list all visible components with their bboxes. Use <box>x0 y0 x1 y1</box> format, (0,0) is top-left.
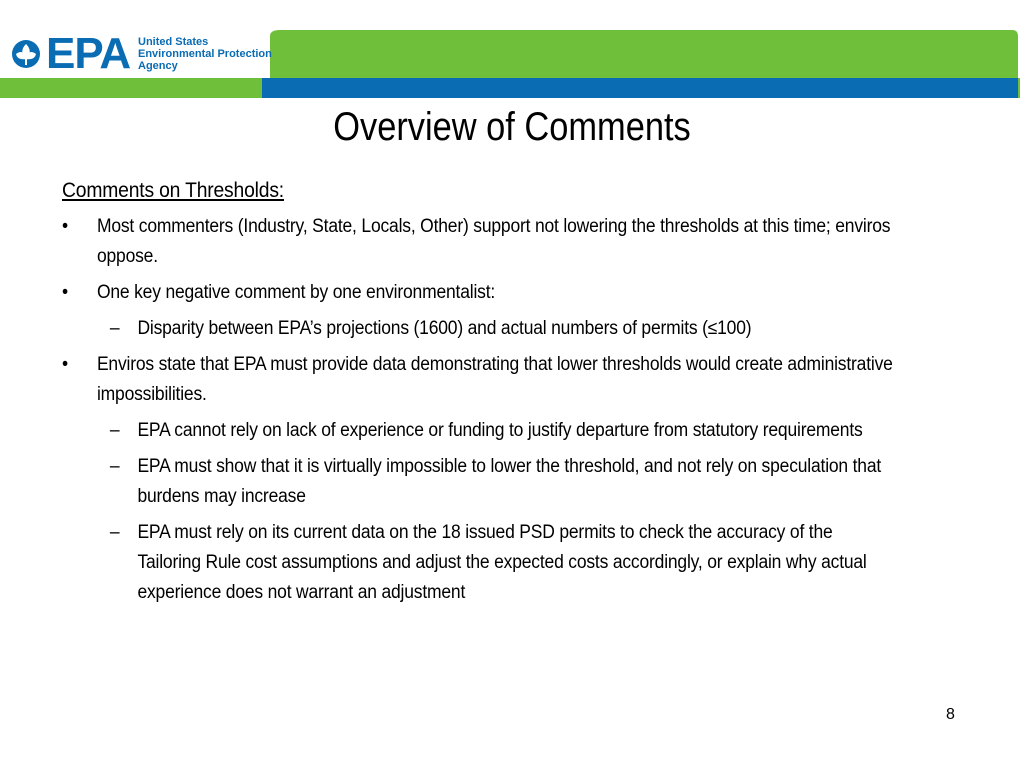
list-item-text: One key negative comment by one environmentalist: <box>96 282 496 303</box>
dash-mark: – <box>109 318 120 339</box>
list-item <box>62 278 899 308</box>
list-item-text: Disparity between EPA’s projections (1600) and actual numbers of permits (≤100) <box>137 318 752 339</box>
list-item <box>62 212 899 272</box>
green-tab <box>270 30 1018 78</box>
bullet-mark: • <box>62 216 68 237</box>
list-item-text: EPA cannot rely on lack of experience or funding to justify departure from statutory requirements <box>137 420 863 441</box>
sub-list-item <box>62 518 899 608</box>
agency-name: United States Environmental Protection Agency <box>138 36 272 72</box>
list-item-text: EPA must rely on its current data on the 18 issued PSD permits to check the accuracy of the Tailoring Rule cost assumptions and adjust the expected costs accordingly, or explain why actual experience does not warrant an adjustment <box>137 522 867 603</box>
list-item <box>62 350 899 410</box>
dash-mark: – <box>109 522 120 543</box>
page-number: 8 <box>946 706 955 723</box>
epa-logo <box>8 29 272 78</box>
dash-mark: – <box>109 456 120 477</box>
epa-flower-icon <box>10 38 42 70</box>
header-banner <box>0 0 1024 100</box>
sub-list-item <box>62 416 899 446</box>
blue-bar <box>262 78 1018 98</box>
bullet-mark: • <box>62 282 68 303</box>
list-item-text: Enviros state that EPA must provide data demonstrating that lower thresholds would create administrative impossibilities. <box>96 354 893 405</box>
section-heading: Comments on Thresholds: <box>62 179 284 202</box>
slide-title: Overview of Comments <box>333 105 691 149</box>
bullet-mark: • <box>62 354 68 375</box>
slide-content <box>62 176 899 614</box>
list-item-text: Most commenters (Industry, State, Locals, Other) support not lowering the thresholds at this time; enviros oppose. <box>96 216 891 267</box>
sub-list-item <box>62 314 899 344</box>
sub-list-item <box>62 452 899 512</box>
epa-wordmark: EPA <box>46 29 131 78</box>
dash-mark: – <box>109 420 120 441</box>
list-item-text: EPA must show that it is virtually impossible to lower the threshold, and not rely on speculation that burdens may increase <box>137 456 882 507</box>
